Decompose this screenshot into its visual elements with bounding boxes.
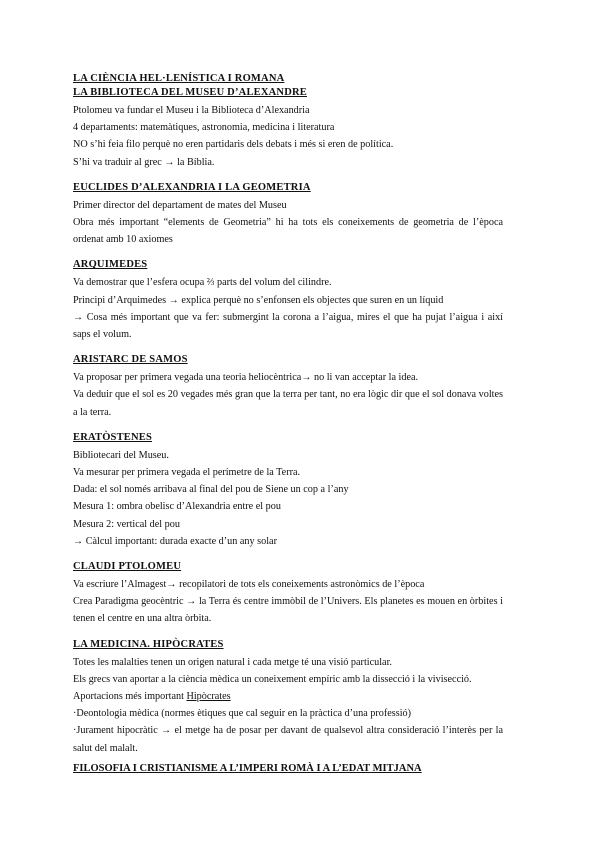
- section-arquimedes: [73, 274, 503, 343]
- medicina-aportacions-label: Aportacions més important: [73, 691, 187, 703]
- next-chapter-title: FILOSOFIA I CRISTIANISME A L’IMPERI ROMÀ I A L’EDAT MITJANA: [73, 763, 422, 774]
- museu-line: Ptolomeu va fundar el Museu i la Biblioteca d’Alexandria: [73, 105, 310, 116]
- section-title-euclides: EUCLIDES D’ALEXANDRIA I LA GEOMETRIA: [73, 181, 311, 193]
- section-title-museu: LA BIBLIOTECA DEL MUSEU D’ALEXANDRE: [73, 87, 307, 98]
- eratostenes-line: Mesura 1: ombra obelisc d’Alexandria entre el pou: [73, 501, 281, 513]
- main-title: LA CIÈNCIA HEL·LENÍSTICA I ROMANA: [73, 73, 285, 84]
- medicina-line: [73, 688, 503, 705]
- section-medicina: [73, 654, 503, 757]
- section-title-aristarc: ARISTARC DE SAMOS: [73, 354, 188, 366]
- aristarc-line: Va proposar per primera vegada una teoria heliocèntrica→ no li van acceptar la idea.: [73, 372, 419, 384]
- museu-line: S’hi va traduir al grec → la Bíblia.: [73, 156, 215, 168]
- hipocrates-underlined: Hipòcrates: [186, 691, 231, 703]
- section-title-eratostenes: ERATÒSTENES: [73, 431, 153, 443]
- eratostenes-line: Bibliotecari del Museu.: [73, 449, 169, 461]
- ptolomeu-line: Va escriure l’Almagest→ recopilatori de tots els coneixements astronòmics de l’època: [73, 579, 425, 591]
- section-title-ptolomeu: CLAUDI PTOLOMEU: [73, 561, 182, 573]
- eratostenes-line: Va mesurar per primera vegada el perímetre de la Terra.: [73, 467, 301, 479]
- arquimedes-line: → Cosa més important que va fer: submergint la corona a l’aigua, mires el que ha pujat l’aigua i així saps el volum.: [73, 311, 503, 341]
- aristarc-line: Va deduir que el sol es 20 vegades més gran que la terra per tant, no era lògic dir que el sol donava voltes a la terra.: [73, 389, 503, 418]
- medicina-line: Els grecs van aportar a la ciència mèdica un coneixement empíric amb la dissecció i la vivisecció.: [73, 673, 472, 685]
- medicina-line: ·Deontologia mèdica (normes ètiques que cal seguir en la pràctica d’una professió): [73, 708, 412, 720]
- ptolomeu-line: Crea Paradigma geocèntric → la Terra és centre immòbil de l’Univers. Els planetes es mouen en òrbites i tenen el centre en una altra òrbita.: [73, 596, 503, 625]
- museu-line: 4 departaments: matemàtiques, astronomia, medicina i literatura: [73, 122, 335, 134]
- arquimedes-line: Va demostrar que l’esfera ocupa ⅔ parts del volum del cilindre.: [73, 277, 332, 289]
- document-page: [73, 72, 503, 767]
- section-ptolomeu: [73, 576, 503, 628]
- eratostenes-line: → Càlcul important: durada exacte d’un any solar: [73, 535, 277, 547]
- museu-line: NO s’hi feia filo perquè no eren partidaris dels debats i més si eren de política.: [73, 139, 394, 151]
- section-aristarc: [73, 369, 503, 421]
- arquimedes-line: Principi d’Arquimedes → explica perquè no s’enfonsen els objectes que suren en un líquid: [73, 294, 444, 306]
- euclides-line: Obra més important “elements de Geometria” hi ha tots els coneixements de geometria de l’època ordenat amb 10 axiomes: [73, 217, 503, 246]
- medicina-line: Totes les malalties tenen un origen natural i cada metge té una visió particular.: [73, 656, 392, 668]
- section-euclides: [73, 197, 503, 249]
- medicina-line: ·Jurament hipocràtic → el metge ha de posar per davant de qualsevol altra consideració l’interès per la salut del malalt.: [73, 725, 503, 754]
- section-eratostenes: [73, 447, 503, 550]
- section-title-medicina: LA MEDICINA. HIPÒCRATES: [73, 638, 224, 650]
- eratostenes-line: Dada: el sol només arribava al final del pou de Siene un cop a l’any: [73, 484, 349, 496]
- section-title-arquimedes: ARQUIMEDES: [73, 259, 148, 271]
- section-museu: [73, 102, 503, 171]
- euclides-line: Primer director del departament de mates del Museu: [73, 199, 287, 211]
- eratostenes-line: Mesura 2: vertical del pou: [73, 518, 180, 530]
